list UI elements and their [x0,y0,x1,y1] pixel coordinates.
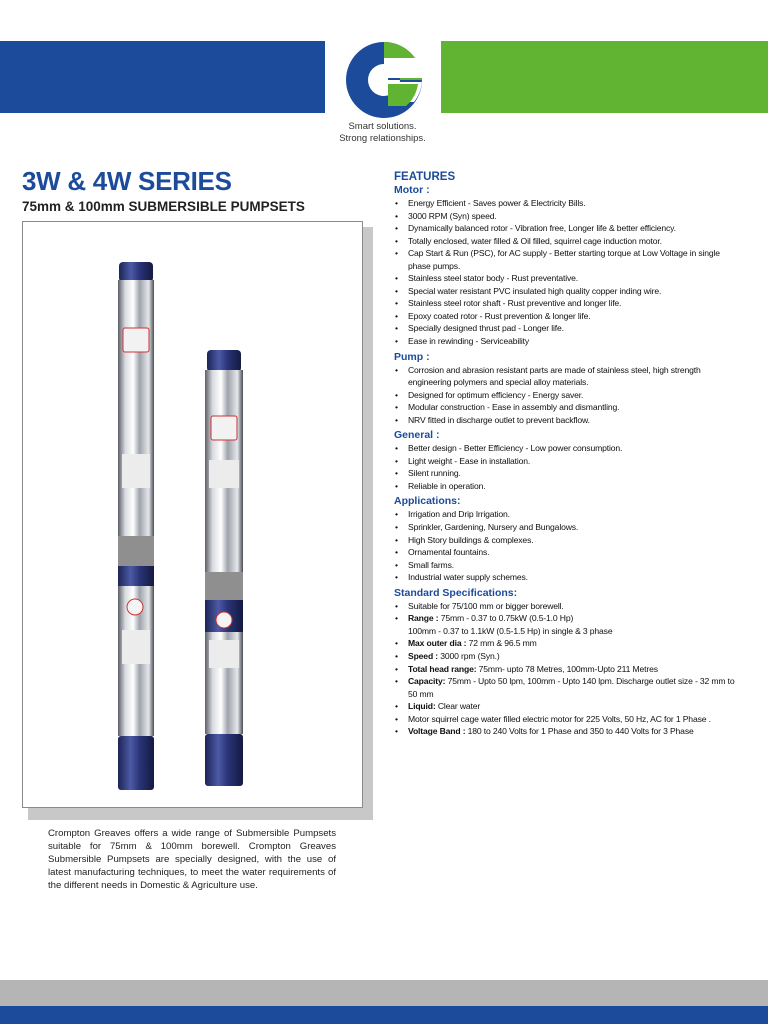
page-title: 3W & 4W SERIES [22,166,232,196]
spec-dia-label: Max outer dia : [408,638,467,649]
list-item: • Ornamental fountains. [394,546,740,559]
spec-liquid-label: Liquid: [408,701,436,712]
footer-blue-band [0,1006,768,1024]
specifications-heading: Standard Specifications: [394,586,518,599]
list-item: • Dynamically balanced rotor - Vibration free, Longer life & better efficiency. [394,222,740,235]
spec-liquid-value: Clear water [435,701,481,712]
spec-range-label: Range : [408,613,439,624]
list-item: • Industrial water supply schemes. [394,571,740,584]
list-item: • Specially designed thrust pad - Longer life. [394,322,740,335]
header-green-band [441,41,768,113]
spec-motor: • Motor squirrel cage water filled electric motor for 225 Volts, 50 Hz, AC for 1 Phase . [394,713,740,726]
spec-dia-value: 72 mm & 96.5 mm [466,638,537,649]
spec-voltage-value: 180 to 240 Volts for 1 Phase and 350 to 440 Volts for 3 Phase [465,726,694,737]
list-item: • Better design - Better Efficiency - Low power consumption. [394,442,740,455]
spec-head-value: 75mm- upto 78 Metres, 100mm-Upto 211 Metres [476,663,658,674]
features-section [394,170,740,741]
general-section [394,429,740,492]
spec-range-value-2: 100mm - 0.37 to 1.1kW (0.5-1.5 Hp) in single & 3 phase [408,625,613,636]
list-item: • Light weight - Ease in installation. [394,455,740,468]
list-item: • Modular construction - Ease in assembly and dismantling. [394,401,740,414]
list-item: • Cap Start & Run (PSC), for AC supply - Better starting torque at Low Voltage in single phase pumps. [394,247,740,272]
spec-capacity-label: Capacity: [408,676,446,687]
spec-borewell: • Suitable for 75/100 mm or bigger borewell. [394,600,740,613]
list-item: • Corrosion and abrasion resistant parts are made of stainless steel, high strength engineering polymers and special alloy materials. [394,364,740,389]
tagline-line-2: Strong relationships. [339,133,426,144]
motor-list [394,197,740,348]
spec-capacity [394,675,740,700]
intro-paragraph: Crompton Greaves offers a wide range of Submersible Pumpsets suitable for 75mm & 100mm borewell. Crompton Greaves Submersible Pumpsets are specially designed, with the use of latest manufacturing techniques, to meet the water requirements of the different needs in Domestic & Agriculture use. [48,828,336,891]
spec-capacity-value: 75mm - Upto 50 lpm, 100mm - Upto 140 lpm. Discharge outlet size - 32 mm to 50 mm [408,676,735,699]
specifications-section [394,587,740,738]
spec-dia [394,637,740,650]
list-item: • Stainless steel rotor shaft - Rust preventive and longer life. [394,297,740,310]
specifications-list [394,600,740,738]
page-subtitle: 75mm & 100mm SUBMERSIBLE PUMPSETS [22,199,305,214]
product-photo [22,221,363,808]
general-heading: General : [394,429,440,442]
spec-voltage [394,725,740,738]
spec-voltage-label: Voltage Band : [408,726,466,737]
list-item: • Designed for optimum efficiency - Energy saver. [394,389,740,402]
tagline-line-1: Smart solutions. [348,121,417,132]
brand-tagline [315,121,450,145]
crompton-logo-icon [344,40,424,120]
spec-speed-label: Speed : [408,650,438,661]
spec-range-value: 75mm - 0.37 to 0.75kW (0.5-1.0 Hp) [438,613,574,624]
list-item: • Ease in rewinding - Serviceability [394,335,740,348]
list-item: • Totally enclosed, water filled & Oil filled, squirrel cage induction motor. [394,235,740,248]
spec-head [394,663,740,676]
header-blue-band [0,41,325,113]
spec-speed-value: 3000 rpm (Syn.) [438,650,500,661]
list-item: • Epoxy coated rotor - Rust prevention & longer life. [394,310,740,323]
pump-heading: Pump : [394,350,430,363]
list-item: • Stainless steel stator body - Rust preventative. [394,272,740,285]
list-item: • Silent running. [394,467,740,480]
applications-list [394,508,740,583]
list-item: • 3000 RPM (Syn) speed. [394,210,740,223]
list-item: • Energy Efficient - Saves power & Electricity Bills. [394,197,740,210]
spec-speed [394,650,740,663]
applications-heading: Applications: [394,495,461,508]
list-item: • Irrigation and Drip Irrigation. [394,508,740,521]
list-item: • Small farms. [394,559,740,572]
list-item: • High Story buildings & complexes. [394,534,740,547]
list-item: • Special water resistant PVC insulated high quality copper inding wire. [394,285,740,298]
submersible-pumps-illustration [23,222,362,807]
list-item: • Reliable in operation. [394,480,740,493]
applications-section [394,495,740,583]
motor-heading: Motor : [394,184,430,196]
spec-range [394,612,740,637]
pump-right [205,350,243,786]
footer-grey-band [0,980,768,1006]
list-item: • NRV fitted in discharge outlet to prevent backflow. [394,414,740,427]
general-list [394,442,740,492]
spec-liquid [394,700,740,713]
spec-head-label: Total head range: [408,663,477,674]
list-item: • Sprinkler, Gardening, Nursery and Bungalows. [394,521,740,534]
pump-list [394,364,740,427]
features-title: FEATURES [394,171,456,183]
motor-section [394,184,740,348]
pump-section [394,351,740,427]
pump-left [118,262,154,790]
